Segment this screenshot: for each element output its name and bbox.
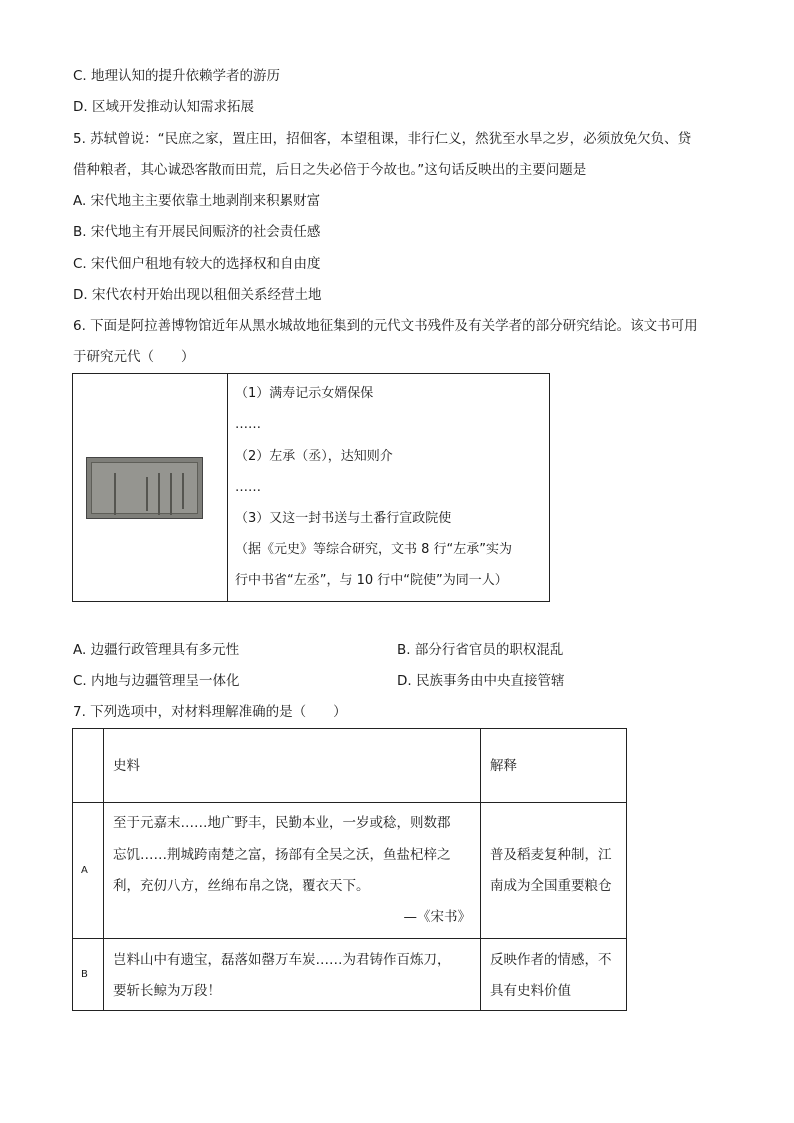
- header-explanation: 解释: [490, 758, 517, 774]
- row-a-label: A: [81, 865, 88, 876]
- row-a-source-line-3: 利，充仞八方，丝绵布帛之饶，覆衣天下。: [113, 878, 370, 894]
- header-source: 史料: [113, 758, 140, 774]
- research-note-line-2: 行中书省“左丞”，与 10 行中“院使”为同一人）: [235, 573, 508, 588]
- document-line-3: （3）又这一封书送与土番行宣政院使: [235, 511, 452, 526]
- row-b-source-line-1: 岂料山中有遗宝，磊落如罄万车炭……为君铸作百炼刀，: [113, 952, 451, 968]
- document-line-1: （1）满寿记示女婿保保: [235, 386, 374, 401]
- q4-option-c: C. 地理认知的提升依赖学者的游历: [73, 68, 281, 84]
- q7-source-table: [72, 728, 627, 1011]
- document-line-2: （2）左承（丞），达知则介: [235, 449, 393, 464]
- row-b-explanation-line-1: 反映作者的情感，不: [490, 952, 612, 968]
- document-ellipsis-1: ……: [235, 417, 261, 432]
- q6-option-a: A. 边疆行政管理具有多元性: [73, 642, 240, 658]
- q5-option-c: C. 宋代佃户租地有较大的选择权和自由度: [73, 256, 321, 272]
- q5-option-a: A. 宋代地主主要依靠土地剥削来积累财富: [73, 193, 321, 209]
- row-a-explanation-line-1: 普及稻麦复种制，江: [490, 847, 612, 863]
- row-a-source-line-2: 忘饥……荆城跨南楚之富，扬部有全吴之沃，鱼盐杞梓之: [113, 847, 451, 863]
- q6-stem-line-2: 于研究元代（ ）: [73, 349, 195, 365]
- row-a-source-line-1: 至于元嘉末……地广野丰，民勤本业，一岁或稔，则数郡: [113, 815, 451, 831]
- q5-option-d: D. 宋代农村开始出现以租佃关系经营土地: [73, 287, 322, 303]
- q6-option-d: D. 民族事务由中央直接管辖: [397, 673, 565, 689]
- q6-option-b: B. 部分行省官员的职权混乱: [397, 642, 564, 658]
- q7-stem: 7. 下列选项中，对材料理解准确的是（ ）: [73, 704, 347, 720]
- research-note-line-1: （据《元史》等综合研究，文书 8 行“左承”实为: [235, 542, 513, 557]
- q4-option-d: D. 区域开发推动认知需求拓展: [73, 99, 254, 115]
- q6-document-table: [72, 373, 550, 602]
- yuan-document-fragment-image: [86, 457, 203, 519]
- table-column-divider: [480, 729, 481, 1010]
- table-row-divider: [73, 938, 626, 939]
- row-b-explanation-line-2: 具有史料价值: [490, 983, 571, 999]
- table-row-divider: [73, 802, 626, 803]
- table-column-divider: [227, 374, 228, 601]
- row-a-citation: —《宋书》: [403, 909, 471, 925]
- q5-option-b: B. 宋代地主有开展民间赈济的社会责任感: [73, 224, 321, 240]
- row-a-explanation-line-2: 南成为全国重要粮仓: [490, 878, 612, 894]
- q6-option-c: C. 内地与边疆管理呈一体化: [73, 673, 240, 689]
- row-b-source-line-2: 要斩长鲸为万段！: [113, 983, 221, 999]
- row-b-label: B: [81, 969, 88, 980]
- table-column-divider: [103, 729, 104, 1010]
- q5-stem-line-1: 5. 苏轼曾说：“民庶之家，置庄田，招佃客，本望租课，非行仁义，然犹至水旱之岁，必须放免欠负、贷: [73, 131, 692, 147]
- document-ellipsis-2: ……: [235, 480, 261, 495]
- q6-stem-line-1: 6. 下面是阿拉善博物馆近年从黑水城故地征集到的元代文书残件及有关学者的部分研究结论。该文书可用: [73, 318, 698, 334]
- q5-stem-line-2: 借种粮者，其心诚恐客散而田荒，后日之失必倍于今故也。”这句话反映出的主要问题是: [73, 162, 587, 178]
